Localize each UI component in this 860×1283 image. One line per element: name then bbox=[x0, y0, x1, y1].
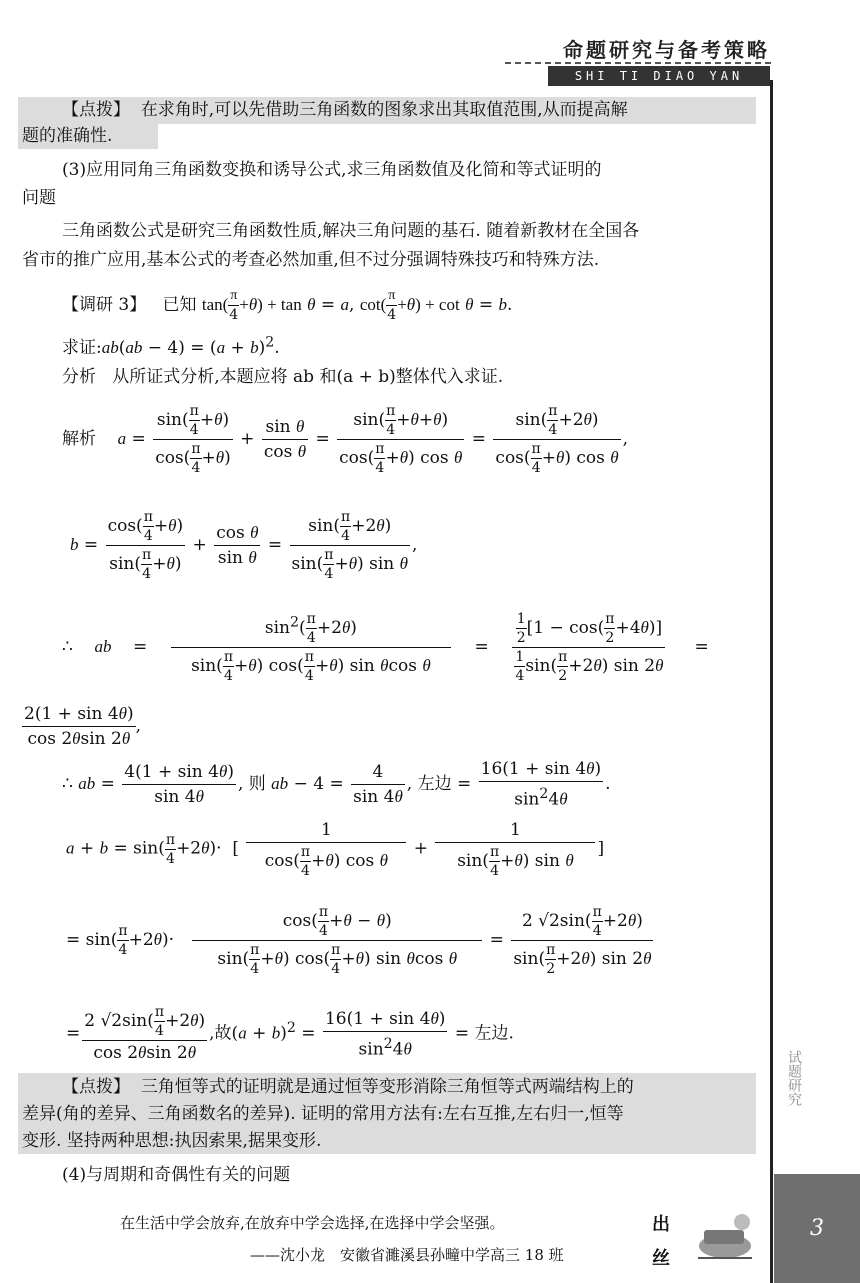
sec3-line1: (3)应用同角三角函数变换和诱导公式,求三角函数值及化简和等式证明的 bbox=[62, 160, 602, 180]
analysis-text: 从所证式分析,本题应将 ab 和(a + b)整体代入求证. bbox=[112, 367, 504, 387]
tip2-line1 bbox=[62, 1074, 634, 1100]
equation-a-plus-b: a + b = sin( $\frac{\pi}{4}$ +2θ)· [ 1 cos( $\frac{\pi}{4}$ +θ) cos θ + 1 sin( $\frac{\pi}{4}$ +θ) sin θ ] bbox=[66, 820, 605, 879]
equation-a-plus-b-2: = sin( $\frac{\pi}{4}$ +2θ)· cos( $\frac{\pi}{4}$ +θ − θ) sin( $\frac{\pi}{4}$ +θ) cos( $\frac{\pi}{4}$ +θ) sin θcos θ = 2 √2sin( $\frac{\pi}{4}$ +2θ) sin( $\frac{\pi}{2}$ +2θ) sin 2θ bbox=[66, 904, 652, 977]
margin-rule bbox=[770, 80, 773, 1283]
equation-final: = 2 √2sin( $\frac{\pi}{4}$ +2θ) cos 2θsin 2θ ,故$(a + b)^2$ = $\frac{16(1 + \sin 4\theta)}{\sin^24\theta}$ = 左边. bbox=[66, 1004, 514, 1063]
page-number: 3 bbox=[774, 1174, 860, 1283]
prove-label: 求证: bbox=[62, 338, 102, 358]
analysis bbox=[62, 364, 503, 390]
prove-statement: 求证:ab(ab − $4) = (a + b)^2$. bbox=[62, 334, 280, 358]
para-line2: 省市的推广应用,基本公式的考查必然加重,但不过分强调特殊技巧和特殊方法. bbox=[22, 250, 600, 270]
tip1-label: 【点拨】 bbox=[62, 100, 130, 120]
equation-b: b = cos( $\frac{\pi}{4}$ +θ) sin( $\frac{\pi}{4}$ +θ) + $\frac{\text{cos θ}}{\text{sin θ}}$ = sin( $\frac{\pi}{4}$ +2θ) sin( $\frac{\pi}{4}$ +θ) sin θ , bbox=[70, 509, 418, 582]
left-side-1: 左边 bbox=[417, 773, 452, 794]
footer-author: ——沈小龙 安徽省濉溪县孙疃中学高三 18 班 bbox=[250, 1246, 564, 1264]
side-vertical-label: 试题研究 bbox=[786, 1050, 802, 1106]
equation-a: 解析 a = sin( $\frac{\pi}{4}$ +θ) cos( $\frac{\pi}{4}$ +θ) + $\frac{\text{sin θ}}{\text{cos θ}}$ = sin( $\frac{\pi}{4}$ +θ+θ) cos( $\frac{\pi}{4}$ +θ) cos θ = sin( $\frac{\pi}{4}$ +2θ) cos( $\frac{\pi}{4}$ +θ) cos θ , bbox=[62, 403, 629, 476]
example3-label: 【调研 3】 bbox=[62, 295, 147, 315]
tip2-line3: 变形. 坚持两种思想:执因索果,据果变形. bbox=[22, 1131, 322, 1151]
tip1-text: 在求角时,可以先借助三角函数的图象求出其取值范围,从而提高解 bbox=[140, 100, 628, 120]
footer-quote: 在生活中学会放弃,在放弃中学会选择,在选择中学会坚强。 bbox=[120, 1214, 505, 1232]
tip2-text: 三角恒等式的证明就是通过恒等变形消除三角恒等式两端结构上的 bbox=[140, 1077, 634, 1097]
footer-badge-top: 出 bbox=[652, 1214, 670, 1235]
equation-ab-result: ∴ ab = $\frac{4(1 + \sin 4\theta)}{\sin 4\theta}$ , 则 ab − 4 = $\frac{4}{\sin 4\theta}$ , 左边 = $\frac{16(1 + \sin 4\theta)}{\sin^24\theta}$ . bbox=[62, 759, 611, 810]
sec3-line2: 问题 bbox=[22, 188, 56, 208]
side-vertical-text bbox=[777, 1050, 811, 1113]
header-subtitle: SHI TI DIAO YAN bbox=[548, 66, 770, 86]
therefore-text: ,故 bbox=[209, 1023, 232, 1044]
header-title: 命题研究与备考策略 bbox=[563, 38, 770, 62]
tip2-line2: 差异(角的差异、三角函数名的差异). 证明的常用方法有:左右互推,左右归一,恒等 bbox=[22, 1104, 624, 1124]
equation-ab-cont: $\frac{2(1 + \sin 4\theta)}{\cos 2\theta\sin 2\theta}$ , bbox=[24, 704, 142, 749]
example3-given: 已知 bbox=[162, 295, 197, 315]
footer-badge-bottom: 丝 bbox=[652, 1248, 670, 1269]
solution-label: 解析 bbox=[62, 429, 96, 449]
section4-heading: (4)与周期和奇偶性有关的问题 bbox=[62, 1165, 291, 1185]
footer-badge bbox=[652, 1208, 670, 1276]
example3-statement: 【调研 3】 已知 tan( $\frac{\pi}{4}$ +θ) + tan θ = a, cot( $\frac{\pi}{4}$ +θ) + cot θ = b. bbox=[62, 288, 513, 323]
footer-decoration-icon bbox=[690, 1208, 760, 1268]
left-side-2: 左边 bbox=[474, 1023, 509, 1044]
then-text: , 则 bbox=[237, 773, 266, 794]
tip2-label: 【点拨】 bbox=[62, 1077, 130, 1097]
equation-ab: ∴ ab = $\sin^2$( $\frac{\pi}{4}$ +2θ) sin( $\frac{\pi}{4}$ +θ) cos( $\frac{\pi}{4}$ +θ) sin θcos θ = $\frac{1}{2}$ [1 − cos( $\frac{\pi}{2}$ +4θ)] $\frac{1}{4}$ sin( $\frac{\pi}{2}$ +2θ) sin 2θ = bbox=[62, 611, 709, 684]
header-dashed-line bbox=[505, 62, 771, 64]
tip1-line2: 题的准确性. bbox=[22, 126, 113, 146]
tip1-line1 bbox=[62, 97, 628, 123]
para-line1: 三角函数公式是研究三角函数性质,解决三角问题的基石. 随着新教材在全国各 bbox=[62, 221, 640, 241]
analysis-label: 分析 bbox=[62, 367, 96, 387]
